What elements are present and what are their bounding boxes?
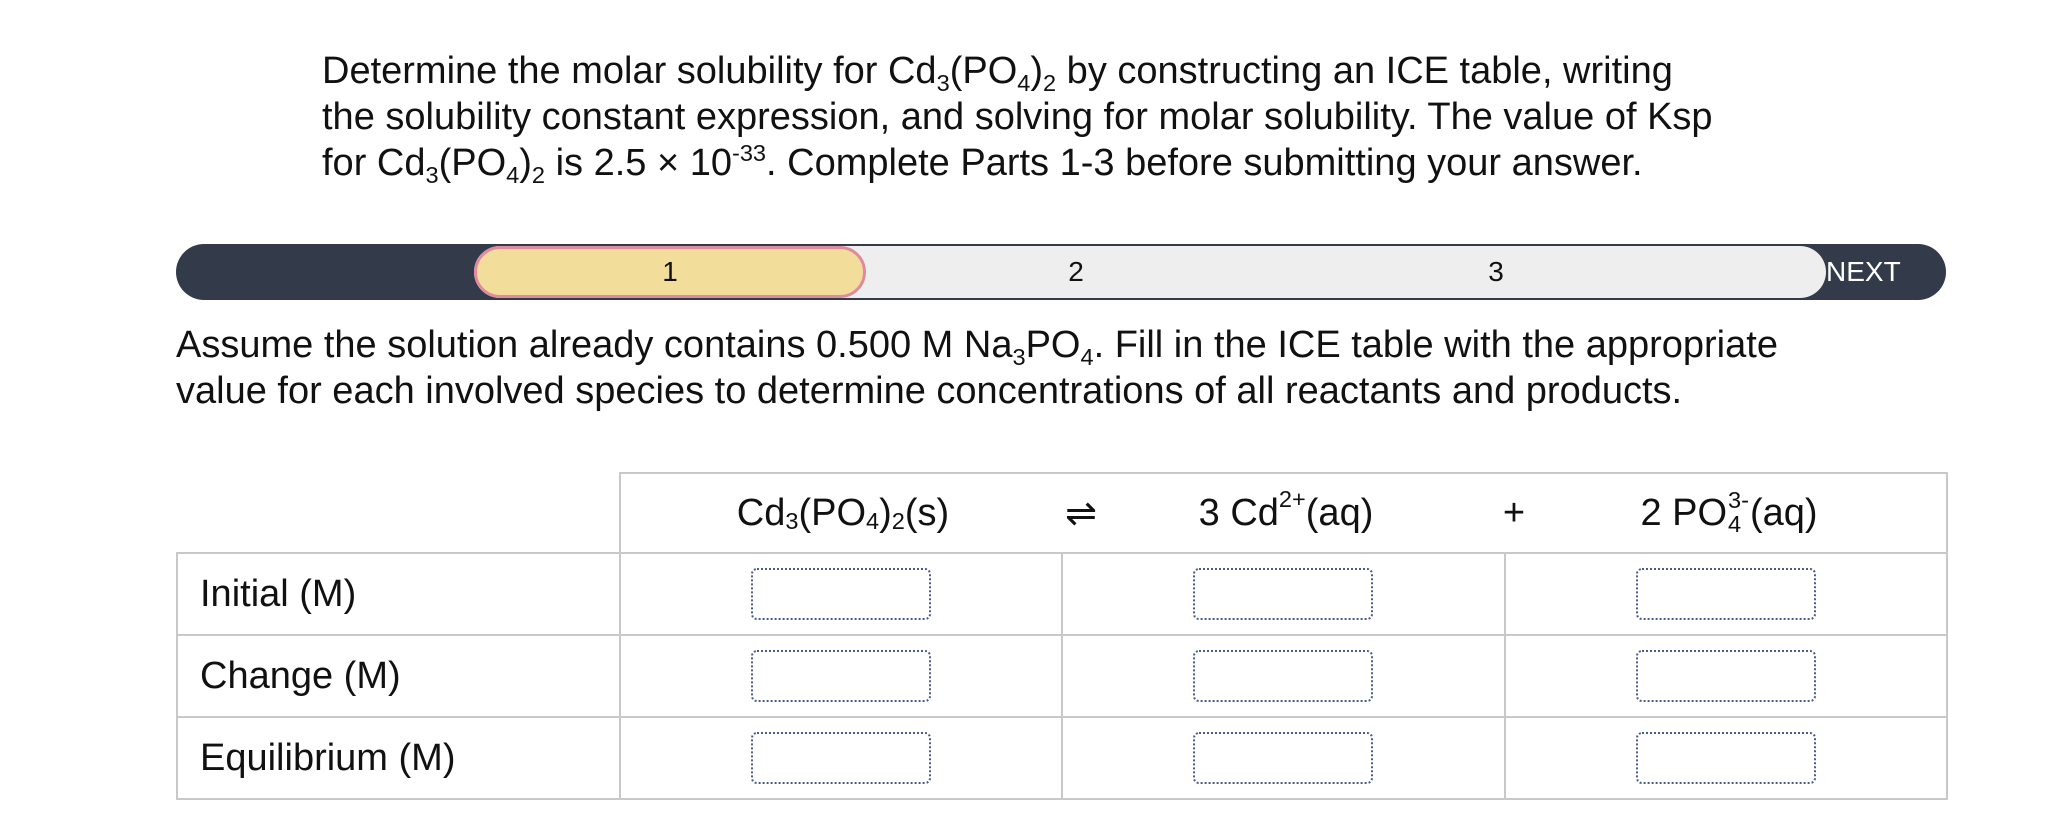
input-cell (1505, 635, 1947, 717)
equilibrium-cd3po42-input[interactable] (751, 732, 931, 784)
step-1-tab[interactable]: 1 (474, 246, 866, 298)
change-po4-input[interactable] (1636, 650, 1816, 702)
ice-header-row (177, 473, 1947, 553)
corner-cell (177, 473, 620, 553)
ice-row-change (177, 635, 1947, 717)
step-track (474, 246, 1826, 298)
initial-cd-input[interactable] (1193, 568, 1373, 620)
product-po4-species: 2 PO 3- 4 (aq) (1640, 487, 1818, 537)
part-stepper (176, 244, 1977, 300)
input-cell (1505, 717, 1947, 799)
initial-po4-input[interactable] (1636, 568, 1816, 620)
ice-row-initial (177, 553, 1947, 635)
input-cell (1062, 717, 1504, 799)
equilibrium-cd-input[interactable] (1193, 732, 1373, 784)
equilibrium-arrow-icon: ⇌ (1065, 492, 1097, 535)
row-label: Initial (M) (177, 553, 620, 635)
input-cell (620, 717, 1062, 799)
step-2-tab[interactable]: 2 (1068, 256, 1084, 287)
input-cell (1505, 553, 1947, 635)
step-3-tab[interactable]: 3 (1488, 256, 1504, 287)
ice-table (176, 472, 1948, 800)
initial-cd3po42-input[interactable] (751, 568, 931, 620)
change-cd-input[interactable] (1193, 650, 1373, 702)
equilibrium-po4-input[interactable] (1636, 732, 1816, 784)
input-cell (620, 553, 1062, 635)
next-button[interactable] (1826, 244, 1977, 300)
row-label: Equilibrium (M) (177, 717, 620, 799)
product-cd-species: 3 Cd $^{2+}$ (aq) (1198, 486, 1374, 534)
input-cell (620, 635, 1062, 717)
row-label: Change (M) (177, 635, 620, 717)
change-cd3po42-input[interactable] (751, 650, 931, 702)
ice-row-equilibrium (177, 717, 1947, 799)
input-cell (1062, 635, 1504, 717)
plus-sign: + (1502, 491, 1526, 534)
reactant-species: Cd $_3$ (PO $_4$ ) $_2$ (s) (736, 491, 950, 534)
chevron-right-icon: 〉 (1942, 256, 1977, 295)
instruction-text: Assume the solution already contains 0.500 M $Na_3PO_4$. Fill in the ICE table with the appropriate value for each involved species to determine concentrations of all reactants and products. (176, 324, 1778, 412)
input-cell (1062, 553, 1504, 635)
question-text: Determine the molar solubility for $Cd_3(PO_4)_2$ by constructing an ICE table, writing the solubility constant expression, and solving for molar solubility. The value of Ksp for $Cd_3(PO_4)_2$ is $2.5 \times 10^{-33}$. Complete Parts 1-3 before submitting your answer. (322, 50, 1713, 188)
reaction-equation (620, 473, 1947, 553)
next-label: NEXT (1826, 256, 1901, 287)
